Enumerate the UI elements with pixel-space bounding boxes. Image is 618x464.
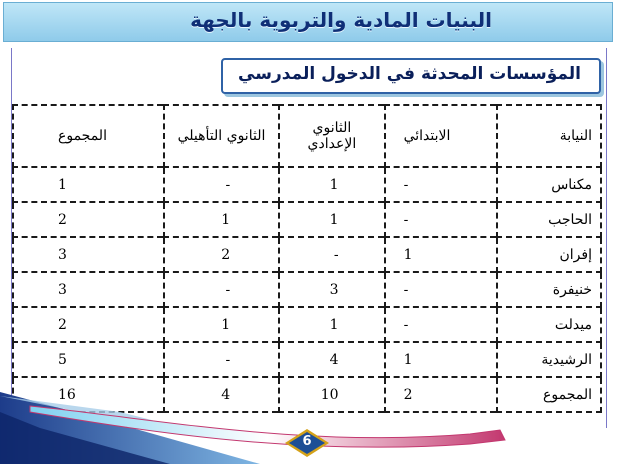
- header-directorate: النيابة: [497, 105, 601, 167]
- header-high-school: الثانوي التأهيلي: [164, 105, 279, 167]
- cell-middle-school: -: [279, 237, 384, 272]
- header-total: المجموع: [13, 105, 164, 167]
- cell-primary: 2: [385, 377, 498, 412]
- cell-name: الحاجب: [497, 202, 601, 237]
- cell-name: مكناس: [497, 167, 601, 202]
- cell-total: 5: [13, 342, 164, 377]
- cell-high-school: -: [164, 342, 279, 377]
- cell-middle-school: 1: [279, 202, 384, 237]
- cell-high-school: 1: [164, 307, 279, 342]
- cell-total: 3: [13, 272, 164, 307]
- cell-name: الرشيدية: [497, 342, 601, 377]
- cell-high-school: -: [164, 272, 279, 307]
- cell-middle-school: 1: [279, 307, 384, 342]
- slide-subtitle: المؤسسات المحدثة في الدخول المدرسي: [238, 64, 581, 84]
- cell-middle-school: 3: [279, 272, 384, 307]
- cell-primary: -: [385, 272, 498, 307]
- page-number: 6: [302, 434, 312, 449]
- cell-total: 1: [13, 167, 164, 202]
- cell-total: 16: [13, 377, 164, 412]
- cell-high-school: 4: [164, 377, 279, 412]
- cell-primary: -: [385, 202, 498, 237]
- cell-name: خنيفرة: [497, 272, 601, 307]
- cell-primary: 1: [385, 342, 498, 377]
- cell-name: المجموع: [497, 377, 601, 412]
- cell-primary: 1: [385, 237, 498, 272]
- cell-middle-school: 4: [279, 342, 384, 377]
- cell-high-school: -: [164, 167, 279, 202]
- cell-total: 2: [13, 202, 164, 237]
- cell-total: 2: [13, 307, 164, 342]
- cell-middle-school: 10: [279, 377, 384, 412]
- cell-total: 3: [13, 237, 164, 272]
- cell-primary: -: [385, 167, 498, 202]
- cell-high-school: 1: [164, 202, 279, 237]
- cell-high-school: 2: [164, 237, 279, 272]
- cell-name: إفران: [497, 237, 601, 272]
- cell-middle-school: 1: [279, 167, 384, 202]
- header-middle-school: الثانوي الإعدادي: [279, 105, 384, 167]
- header-primary: الابتدائي: [385, 105, 498, 167]
- cell-primary: -: [385, 307, 498, 342]
- slide-title: البنيات المادية والتربوية بالجهة: [190, 8, 492, 32]
- cell-name: ميدلت: [497, 307, 601, 342]
